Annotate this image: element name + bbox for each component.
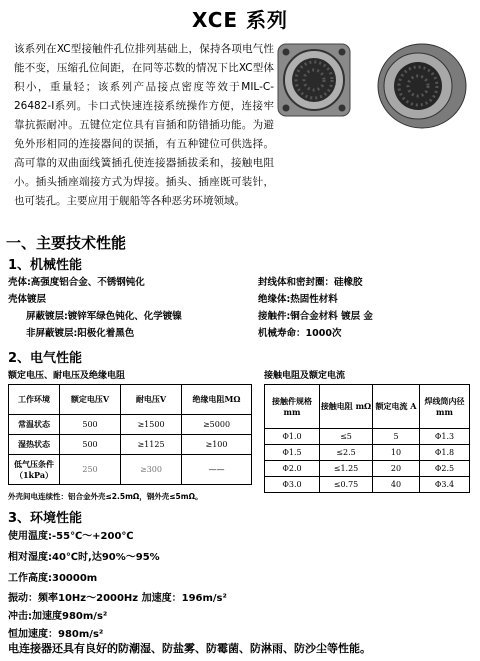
mech-shielded: 屏蔽镀层:镀锌军绿色钝化、化学镀镍 <box>26 311 182 322</box>
table-row <box>265 445 470 461</box>
table-cell: Φ3.4 <box>420 477 470 493</box>
env-heading: 3、环境性能 <box>8 511 83 526</box>
table-row <box>265 461 470 477</box>
table-row <box>9 415 252 435</box>
env-temperature: 使用温度:-55℃～+200℃ <box>8 531 134 542</box>
env-altitude: 工作高度:30000m <box>8 573 98 584</box>
table-cell: 250 <box>60 455 121 485</box>
table-header: 耐电压V <box>121 385 182 415</box>
voltage-table <box>8 384 252 485</box>
page-title: XCE 系列 <box>191 8 288 32</box>
table-cell: 40 <box>373 477 420 493</box>
table-header: 绝缘电阻MΩ <box>182 385 252 415</box>
table-header: 接触电阻 mΩ <box>320 385 373 429</box>
table-header: 接触件规格 mm <box>265 385 320 429</box>
env-vibration: 振动：频率10Hz～2000Hz 加速度：196m/s² <box>8 593 227 604</box>
table-cell: ≤1.25 <box>320 461 373 477</box>
contact-resistance-table <box>264 384 470 493</box>
table-cell: 低气压条件（1kPa） <box>9 455 60 485</box>
shell-continuity-note: 外壳间电连续性：铝合金外壳≤2.5mΩ，钢外壳≤5mΩ。 <box>8 492 203 501</box>
table-cell: ≥300 <box>121 455 182 485</box>
mech-insulator: 绝缘体:热固性材料 <box>258 294 338 305</box>
table-cell: ≤0.75 <box>320 477 373 493</box>
table-cell: Φ3.0 <box>265 477 320 493</box>
mech-heading: 1、机械性能 <box>8 258 83 273</box>
table-row <box>265 429 470 445</box>
elec-subtitle: 额定电压、耐电压及绝缘电阻 <box>8 371 126 381</box>
mech-seal: 封线体和密封圈：硅橡胶 <box>258 277 363 288</box>
table-cell: ≤5 <box>320 429 373 445</box>
mech-life: 机械寿命：1000次 <box>258 328 342 339</box>
connector-photo <box>272 38 472 138</box>
footer-note: 电连接器还具有良好的防潮湿、防盐雾、防霉菌、防淋雨、防沙尘等性能。 <box>8 642 371 655</box>
table-cell: ≥1500 <box>121 415 182 435</box>
mech-shell: 壳体:高强度铝合金、不锈钢钝化 <box>8 277 145 288</box>
section-main-heading: 一、主要技术性能 <box>6 234 127 252</box>
table-header: 额定电流 A <box>373 385 420 429</box>
table-cell: 500 <box>60 435 121 455</box>
table-cell: 常温状态 <box>9 415 60 435</box>
table-header: 工作环境 <box>9 385 60 415</box>
env-humidity: 相对湿度:40℃时,达90%～95% <box>8 552 160 563</box>
elec-heading: 2、电气性能 <box>8 351 83 366</box>
env-shock: 冲击:加速度980m/s² <box>8 611 108 622</box>
table-cell: Φ2.5 <box>420 461 470 477</box>
table-cell: ≥5000 <box>182 415 252 435</box>
table-header: 额定电压V <box>60 385 121 415</box>
table-cell: Φ2.0 <box>265 461 320 477</box>
table-cell: 湿热状态 <box>9 435 60 455</box>
table-cell: Φ1.3 <box>420 429 470 445</box>
table-row <box>9 435 252 455</box>
intro-paragraph: 该系列在XC型接触件孔位排列基础上，保持各项电气性能不变，压缩孔位间距，在同等芯数的情况下比XC型体积小，重量轻；该系列产品接点密度等效于MIL-C-26482-I系列。卡口式快速连接系统操作方便，连接牢靠抗振耐冲。五键位定位具有盲插和防错插功能。为避免外形相同的连接器间的误插，有五种键位可供选择。高可靠的双曲面线簧插孔使连接器插拔柔和，接触电阻小。插头插座端接方式为焊接。插头、插座既可装针，也可装孔。主要应用于舰船等各种恶劣环境领域。 <box>14 43 274 207</box>
table-cell: 10 <box>373 445 420 461</box>
elec-subtitle2: 接触电阻及额定电流 <box>264 371 346 381</box>
table-row <box>9 455 252 485</box>
table-cell: ≤2.5 <box>320 445 373 461</box>
table-row <box>265 477 470 493</box>
table-cell: ≥1125 <box>121 435 182 455</box>
table-cell: 500 <box>60 415 121 435</box>
table-cell: Φ1.0 <box>265 429 320 445</box>
table-cell: Φ1.5 <box>265 445 320 461</box>
table-cell: —— <box>182 455 252 485</box>
table-cell: 20 <box>373 461 420 477</box>
table-cell: ≥100 <box>182 435 252 455</box>
mech-contact: 接触件:铜合金材料 镀层 金 <box>258 311 373 322</box>
mech-unshielded: 非屏蔽镀层:阳极化着黑色 <box>26 328 135 339</box>
env-constant-acceleration: 恒加速度：980m/s² <box>8 629 104 640</box>
table-cell: 5 <box>373 429 420 445</box>
table-cell: Φ1.8 <box>420 445 470 461</box>
table-header: 焊线筒内径 mm <box>420 385 470 429</box>
mech-plating: 壳体镀层 <box>8 294 47 305</box>
